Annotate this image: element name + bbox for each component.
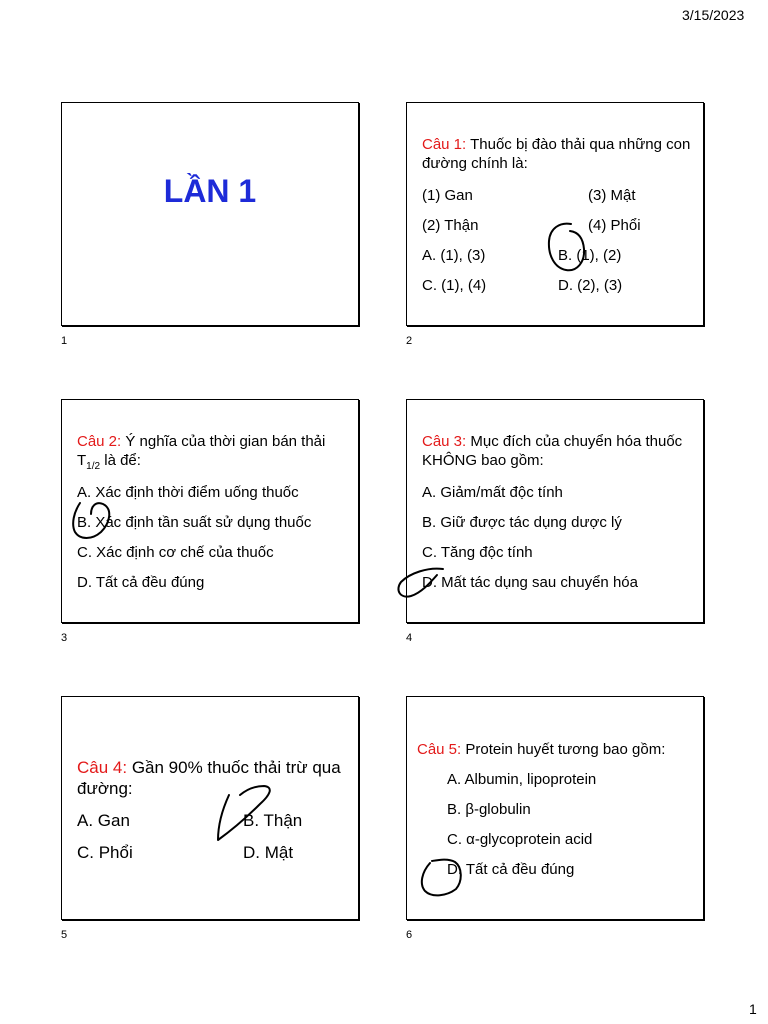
slide-title: LẦN 1 bbox=[163, 173, 257, 209]
answer-option: A. Gan bbox=[77, 811, 130, 830]
question-label: Câu 3: bbox=[422, 433, 467, 450]
answer-option: D. Tất cả đều đúng bbox=[77, 574, 205, 591]
list-item: (4) Phổi bbox=[588, 217, 641, 234]
list-item: (1) Gan bbox=[422, 187, 473, 204]
answer-option: B. Giữ được tác dụng dược lý bbox=[422, 514, 622, 531]
answer-option: B. (1), (2) bbox=[558, 247, 622, 264]
print-date: 3/15/2023 bbox=[682, 7, 745, 23]
answer-option: D. Mật bbox=[243, 843, 294, 862]
answer-option: C. Phổi bbox=[77, 843, 133, 862]
answer-option: B. Xác định tần suất sử dụng thuốc bbox=[77, 514, 312, 531]
slide-4 bbox=[406, 399, 704, 623]
list-item: (3) Mật bbox=[588, 187, 636, 204]
answer-option: B. β-globulin bbox=[447, 801, 531, 818]
question-text: Gần 90% thuốc thải trừ qua đường: bbox=[77, 758, 341, 798]
slide-number: 3 bbox=[61, 632, 68, 644]
slide-number: 4 bbox=[406, 632, 413, 644]
slide-number: 6 bbox=[406, 929, 413, 941]
page-number: 1 bbox=[749, 1001, 757, 1017]
question-label: Câu 5: bbox=[417, 741, 462, 758]
answer-option: C. Xác định cơ chế của thuốc bbox=[77, 544, 274, 561]
answer-option: A. Giảm/mất độc tính bbox=[422, 484, 563, 501]
answer-option: B. Thận bbox=[243, 811, 303, 830]
slide-2 bbox=[406, 102, 704, 326]
question-label: Câu 1: bbox=[422, 136, 467, 153]
slide-3 bbox=[61, 399, 359, 623]
question-text: Ý nghĩa của thời gian bán thải T bbox=[77, 433, 326, 469]
question-text: Mục đích của chuyển hóa thuốc KHÔNG bao gồm: bbox=[422, 433, 683, 469]
question-text: là để: bbox=[100, 452, 141, 469]
slide-number: 5 bbox=[61, 929, 68, 941]
slide-1 bbox=[61, 102, 359, 326]
list-item: (2) Thận bbox=[422, 217, 479, 234]
question-label: Câu 4: bbox=[77, 758, 128, 777]
question-label: Câu 2: bbox=[77, 433, 122, 450]
answer-option: A. (1), (3) bbox=[422, 247, 486, 264]
answer-option: A. Albumin, lipoprotein bbox=[447, 771, 597, 788]
answer-option: C. Tăng độc tính bbox=[422, 544, 533, 561]
answer-option: A. Xác định thời điểm uống thuốc bbox=[77, 484, 299, 501]
question-2 bbox=[77, 432, 347, 476]
question-text: Protein huyết tương bao gồm: bbox=[461, 741, 666, 758]
slide-5 bbox=[61, 696, 359, 920]
question-1 bbox=[422, 135, 697, 173]
subscript: 1/2 bbox=[86, 461, 101, 472]
answer-option: C. α-glycoprotein acid bbox=[447, 831, 593, 848]
slide-number: 2 bbox=[406, 335, 413, 347]
question-text: Thuốc bị đào thải qua những con đường chính là: bbox=[422, 136, 691, 172]
question-4 bbox=[77, 757, 347, 799]
slide-6 bbox=[406, 696, 704, 920]
answer-option: D. Mất tác dụng sau chuyển hóa bbox=[422, 574, 638, 591]
answer-option: D. (2), (3) bbox=[558, 277, 623, 294]
question-3 bbox=[422, 432, 692, 470]
answer-option: C. (1), (4) bbox=[422, 277, 487, 294]
question-5 bbox=[417, 740, 702, 759]
answer-option: D. Tất cả đều đúng bbox=[447, 861, 575, 878]
slide-number: 1 bbox=[61, 335, 68, 347]
